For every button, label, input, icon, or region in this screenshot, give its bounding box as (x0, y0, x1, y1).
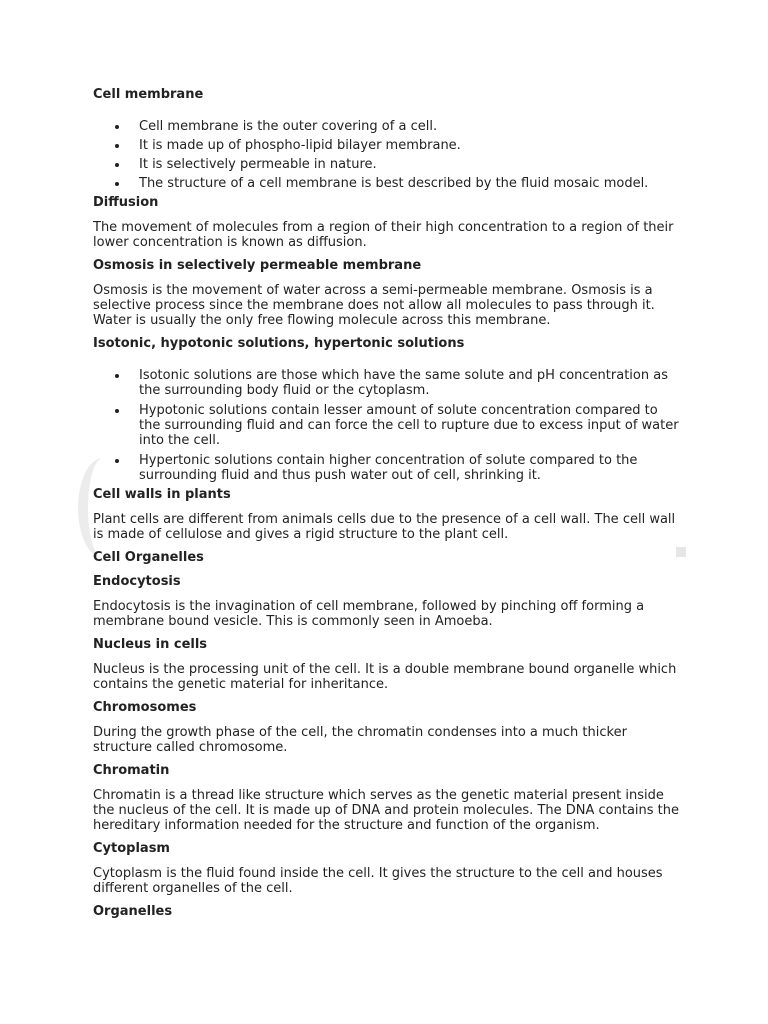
cell-membrane-list (93, 119, 683, 191)
heading-cell-walls: Cell walls in plants (93, 487, 231, 502)
heading-osmosis: Osmosis in selectively permeable membrane (93, 258, 422, 273)
list-item: It is made up of phospho-lipid bilayer membrane. (139, 138, 683, 153)
heading-diffusion: Diffusion (93, 195, 159, 210)
list-item: Cell membrane is the outer covering of a cell. (139, 119, 683, 134)
heading-solutions: Isotonic, hypotonic solutions, hypertonic solutions (93, 336, 465, 351)
list-item: It is selectively permeable in nature. (139, 157, 683, 172)
heading-nucleus: Nucleus in cells (93, 637, 208, 652)
heading-cell-membrane: Cell membrane (93, 87, 204, 102)
paragraph-cell-walls: Plant cells are different from animals cells due to the presence of a cell wall. The cell wall is made of cellulose and gives a rigid structure to the plant cell. (93, 512, 676, 542)
heading-chromosomes: Chromosomes (93, 700, 197, 715)
list-item: Hypertonic solutions contain higher concentration of solute compared to the surrounding fluid and thus push water out of cell, shrinking it. (139, 453, 683, 483)
document-page (93, 87, 683, 920)
heading-organelles: Organelles (93, 904, 173, 919)
paragraph-chromatin: Chromatin is a thread like structure which serves as the genetic material present inside the nucleus of the cell. It is made up of DNA and protein molecules. The DNA contains the hereditary information needed for the structure and function of the organism. (93, 788, 680, 833)
solutions-list (93, 368, 683, 483)
list-item: The structure of a cell membrane is best described by the fluid mosaic model. (139, 176, 683, 191)
heading-endocytosis: Endocytosis (93, 574, 181, 589)
heading-cytoplasm: Cytoplasm (93, 841, 170, 856)
paragraph-nucleus: Nucleus is the processing unit of the cell. It is a double membrane bound organelle which contains the genetic material for inheritance. (93, 662, 677, 692)
paragraph-diffusion: The movement of molecules from a region of their high concentration to a region of their lower concentration is known as diffusion. (93, 220, 674, 250)
list-item: Hypotonic solutions contain lesser amount of solute concentration compared to the surrounding fluid and can force the cell to rupture due to excess input of water into the cell. (139, 403, 683, 448)
list-item: Isotonic solutions are those which have the same solute and pH concentration as the surrounding body fluid or the cytoplasm. (139, 368, 683, 398)
paragraph-osmosis: Osmosis is the movement of water across a semi-permeable membrane. Osmosis is a selective process since the membrane does not allow all molecules to pass through it. Water is usually the only free flowing molecule across this membrane. (93, 283, 655, 328)
paragraph-cytoplasm: Cytoplasm is the fluid found inside the cell. It gives the structure to the cell and houses different organelles of the cell. (93, 866, 663, 896)
heading-cell-organelles: Cell Organelles (93, 550, 204, 565)
paragraph-endocytosis: Endocytosis is the invagination of cell membrane, followed by pinching off forming a membrane bound vesicle. This is commonly seen in Amoeba. (93, 599, 645, 629)
heading-chromatin: Chromatin (93, 763, 170, 778)
paragraph-chromosomes: During the growth phase of the cell, the chromatin condenses into a much thicker structure called chromosome. (93, 725, 627, 755)
